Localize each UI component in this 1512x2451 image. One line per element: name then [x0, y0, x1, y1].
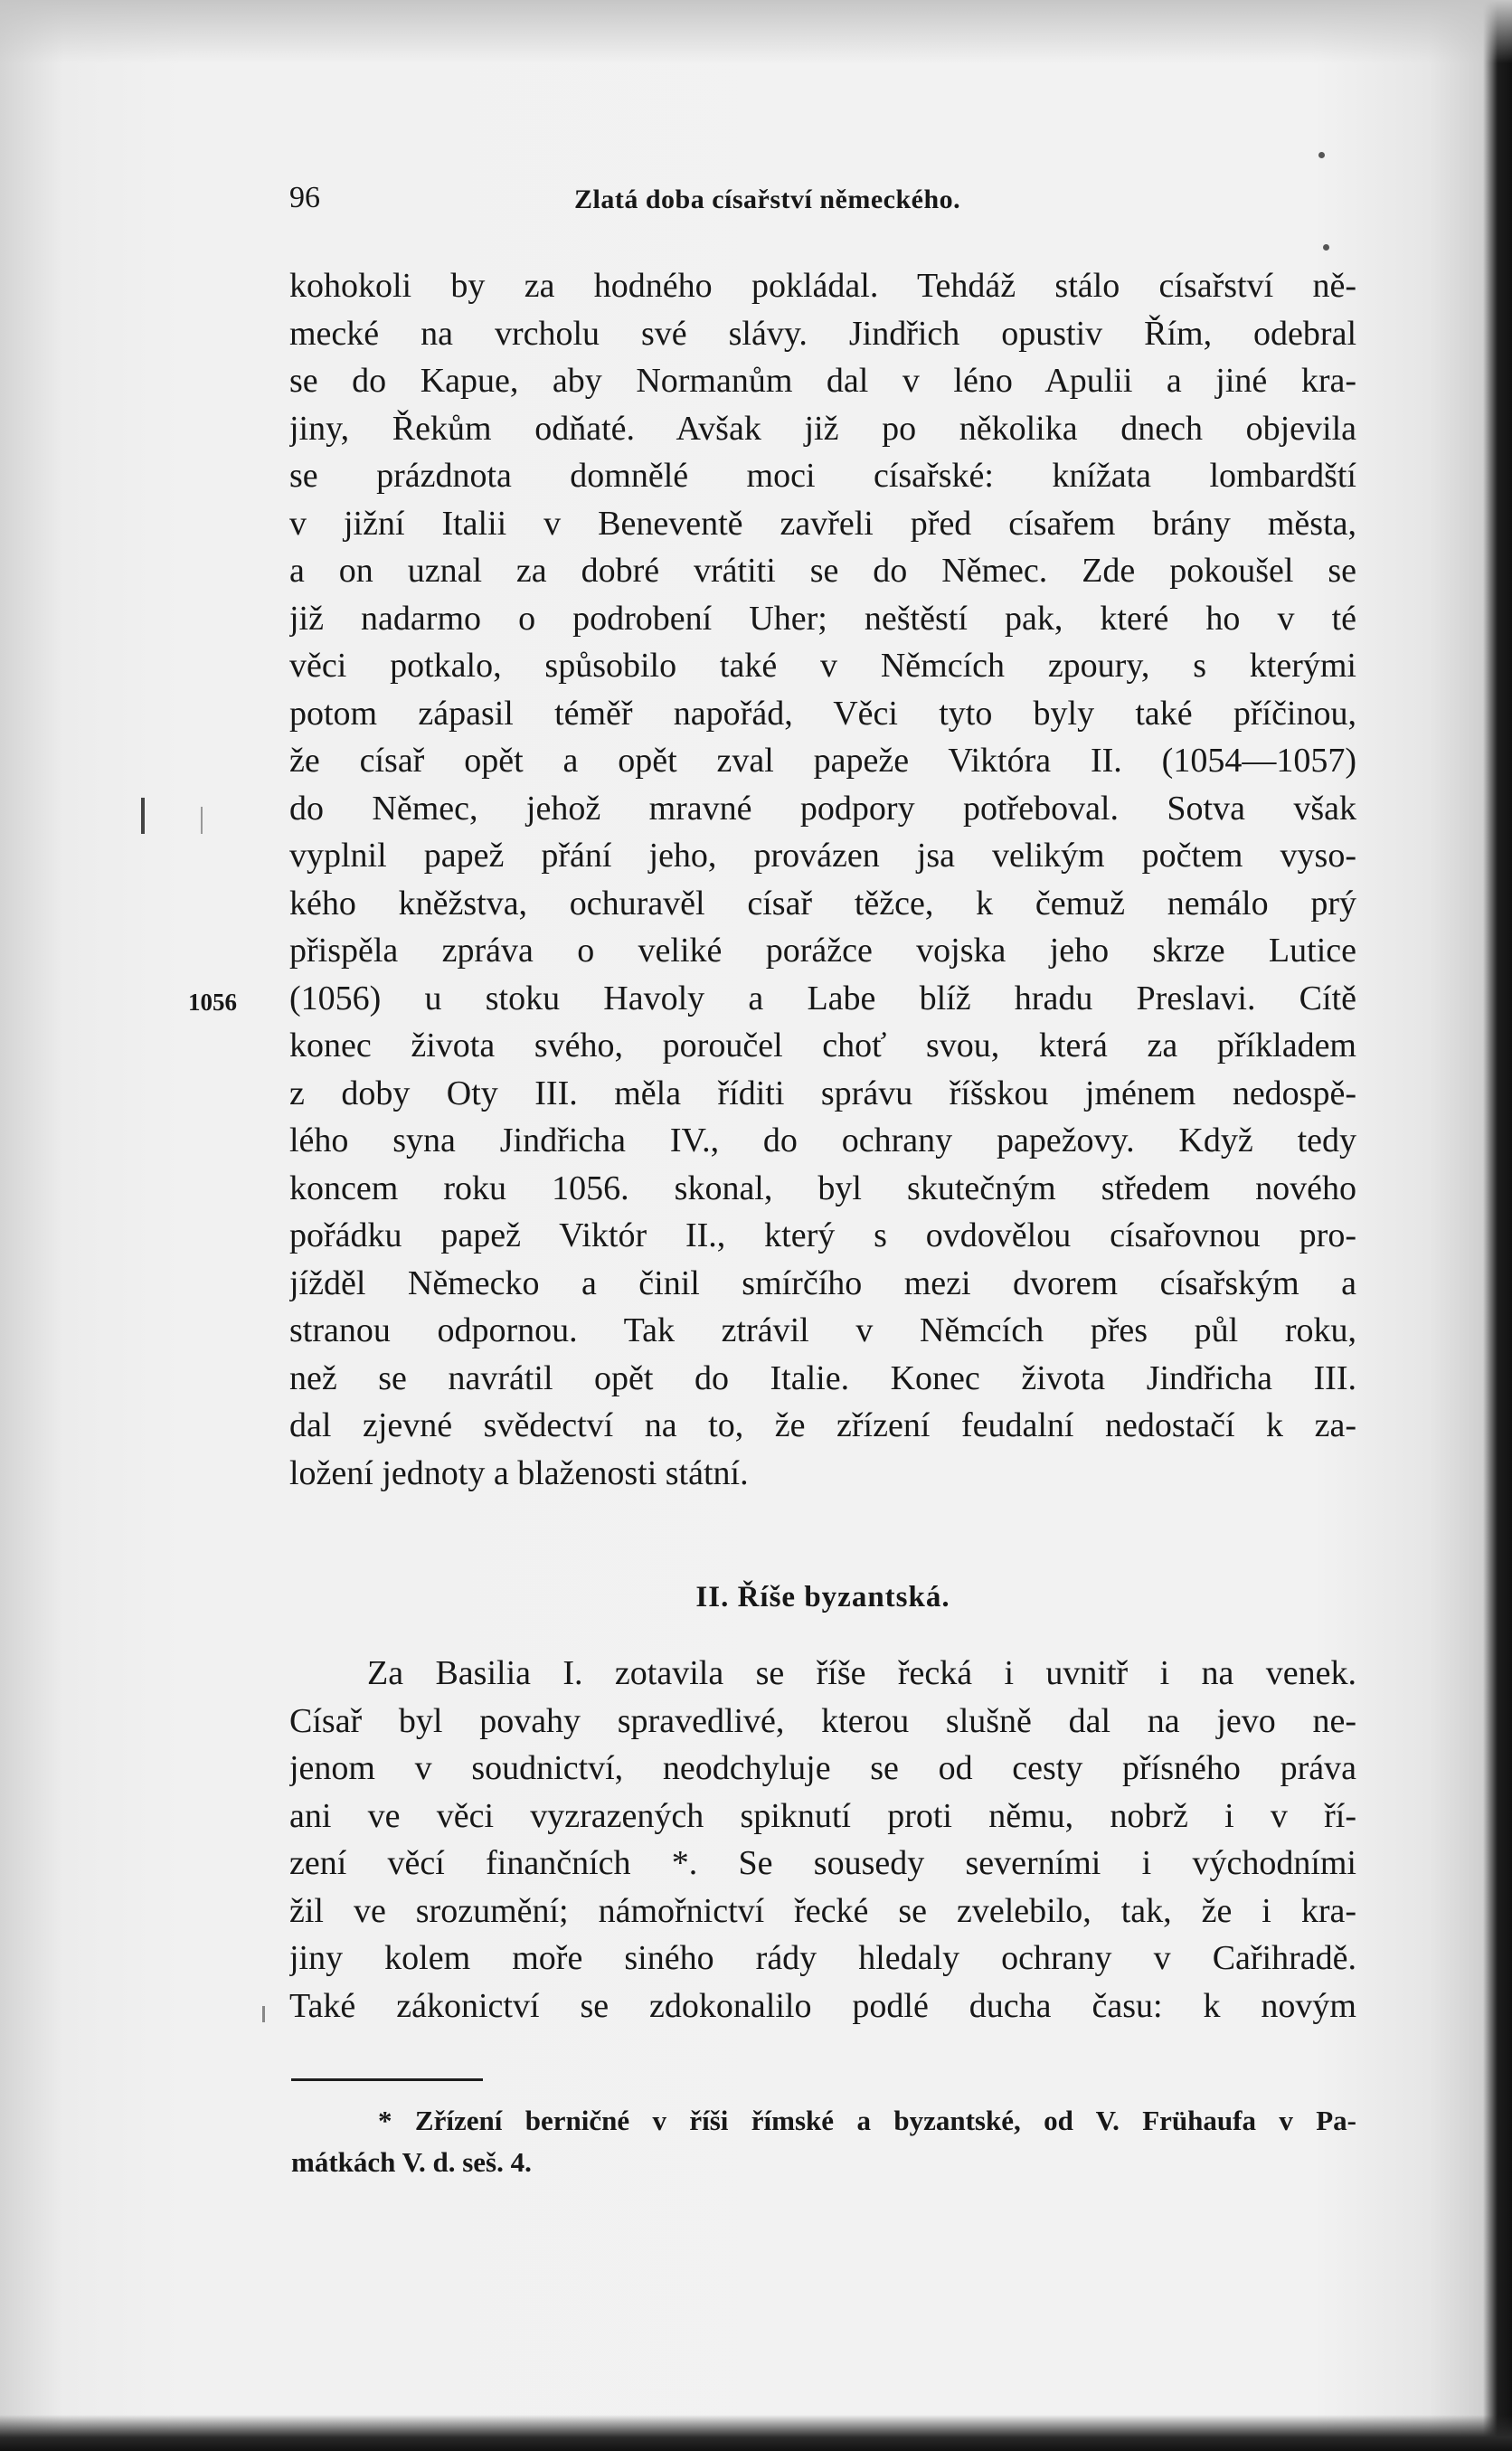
running-title: Zlatá doba císařství německého.: [574, 185, 961, 214]
paragraph-2: [289, 1650, 1356, 2030]
text-line: koncem roku 1056. skonal, byl skutečným středem nového: [289, 1169, 1356, 1207]
text-line: přispěla zpráva o veliké porážce vojska jeho skrze Lutice: [289, 932, 1356, 970]
footnote-line: * Zřízení berničné v říši římské a byzantské, od V. Frühaufa v Pa-: [378, 2105, 1356, 2136]
scan-top-shadow: [0, 0, 1512, 63]
text-line: stranou odpornou. Tak ztrávil v Němcích přes půl roku,: [289, 1311, 1356, 1349]
page-header: [289, 181, 1356, 226]
text-line: již nadarmo o podrobení Uher; neštěstí pak, které ho v té: [289, 599, 1356, 638]
footnote-line: mátkách V. d. seš. 4.: [291, 2146, 532, 2178]
page-number: 96: [289, 181, 320, 214]
footnote: [291, 2100, 1356, 2183]
text-line: Císař byl povahy spravedlivé, kterou slušně dal na jevo ne-: [289, 1701, 1356, 1740]
text-line: se prázdnota domnělé moci císařské: knížata lombardští: [289, 457, 1356, 495]
text-line: vyplnil papež přání jeho, provázen jsa velikým počtem vyso-: [289, 837, 1356, 875]
text-line: zení věcí finančních *. Se sousedy severními i východními: [289, 1844, 1356, 1882]
text-line: jenom v soudnictví, neodchyluje se od cesty přísného práva: [289, 1749, 1356, 1787]
text-line: než se navrátil opět do Italie. Konec života Jindřicha III.: [289, 1358, 1356, 1397]
text-line: (1056) u stoku Havoly a Labe blíž hradu Preslavi. Cítě: [289, 979, 1356, 1017]
scan-mark: [141, 798, 145, 834]
text-line: dal zjevné svědectví na to, že zřízení feudalní nedostačí k za-: [289, 1406, 1356, 1444]
scan-bottom-edge: [0, 2415, 1512, 2451]
text-line: potom zápasil téměř napořád, Věci tyto byly také příčinou,: [289, 694, 1356, 733]
paragraph-1: [289, 262, 1356, 1497]
text-line: do Němec, jehož mravné podpory potřeboval. Sotva však: [289, 789, 1356, 828]
scan-speck: [1323, 244, 1329, 251]
text-line: kého kněžstva, ochuravěl císař těžce, k čemuž nemálo prý: [289, 884, 1356, 923]
text-line: v jižní Italii v Beneventě zavřeli před císařem brány města,: [289, 504, 1356, 543]
text-line: že císař opět a opět zval papeže Viktóra II. (1054—1057): [289, 742, 1356, 780]
text-line: konec života svého, poroučel choť svou, která za příkladem: [289, 1027, 1356, 1065]
text-line: a on uznal za dobré vrátiti se do Němec. Zde pokoušel se: [289, 552, 1356, 590]
text-line: jiny kolem moře siného rády hledaly ochrany v Cařihradě.: [289, 1939, 1356, 1977]
text-line: jížděl Německo a činil smírčího mezi dvorem císařským a: [289, 1263, 1356, 1302]
text-line: lého syna Jindřicha IV., do ochrany papežovy. Když tedy: [289, 1121, 1356, 1159]
section-heading: II. Říše byzantská.: [695, 1581, 950, 1613]
text-line: ložení jednoty a blaženosti státní.: [289, 1453, 749, 1492]
text-line: žil ve srozumění; námořnictví řecké se zvelebilo, tak, že i kra-: [289, 1891, 1356, 1930]
text-line: Za Basilia I. zotavila se říše řecká i uvnitř i na venek.: [367, 1654, 1356, 1692]
scan-mark: [201, 807, 203, 834]
footnote-divider: [291, 2078, 483, 2081]
text-line: kohokoli by za hodného pokládal. Tehdáž stálo císařství ně-: [289, 267, 1356, 305]
scan-speck: [1318, 152, 1325, 158]
text-line: věci potkalo, spůsobilo také v Němcích zpoury, s kterými: [289, 647, 1356, 685]
scan-mark: [262, 2006, 265, 2022]
text-line: mecké na vrcholu své slávy. Jindřich opustiv Řím, odebral: [289, 314, 1356, 353]
text-line: se do Kapue, aby Normanům dal v léno Apulii a jiné kra-: [289, 362, 1356, 400]
margin-year-note: 1056: [188, 989, 237, 1016]
text-line: ani ve věci vyzrazených spiknutí proti němu, nobrž i v ří-: [289, 1796, 1356, 1835]
text-line: z doby Oty III. měla říditi správu říšskou jménem nedospě-: [289, 1074, 1356, 1112]
text-line: Také zákonictví se zdokonalilo podlé ducha času: k novým: [289, 1986, 1356, 2025]
text-line: jiny, Řekům odňaté. Avšak již po několika dnech objevila: [289, 409, 1356, 448]
text-line: pořádku papež Viktór II., který s ovdovělou císařovnou pro-: [289, 1216, 1356, 1254]
